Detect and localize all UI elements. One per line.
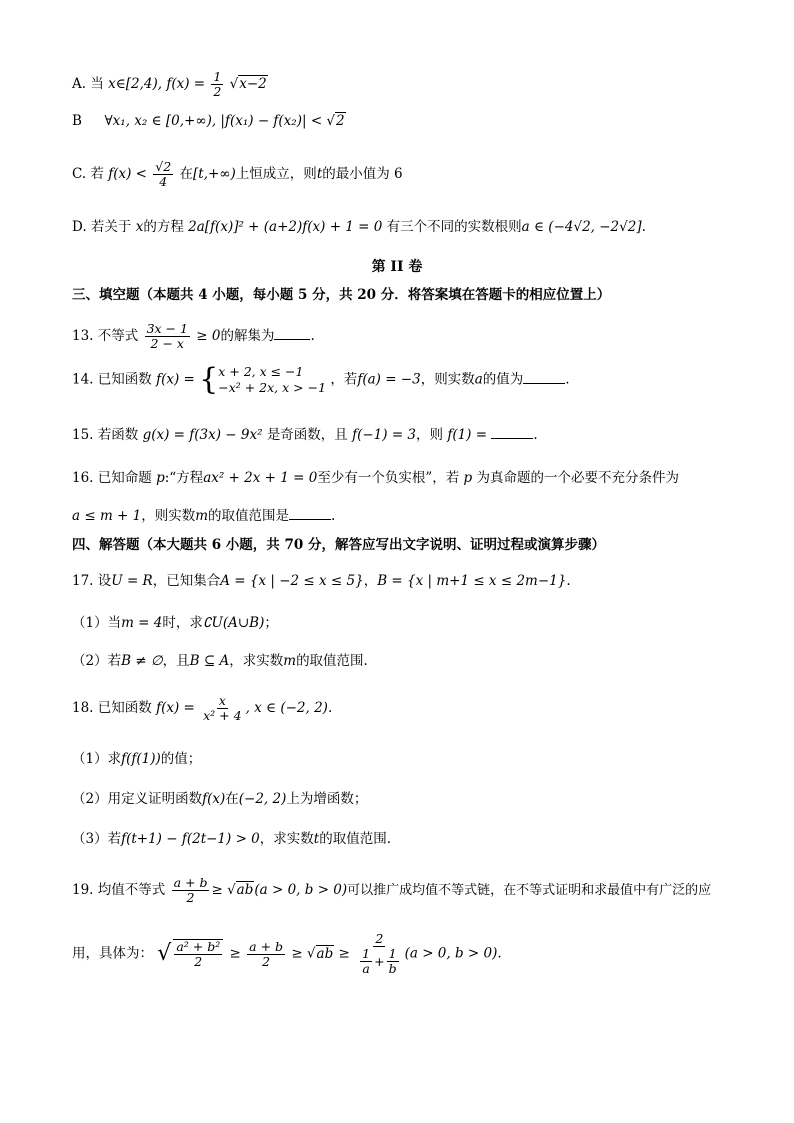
q13-fraction: $\frac{3x - 1}{2 - x}$ bbox=[146, 321, 188, 351]
q13-number: 13. bbox=[72, 328, 94, 344]
option-d-end: . bbox=[641, 219, 646, 235]
option-b: B ∀x₁, x₂ ∈ [0,+∞), |f(x₁) − f(x₂)| < √2 bbox=[72, 113, 345, 129]
q14-piecewise: x + 2, x ≤ −1 −x² + 2x, x > −1 bbox=[218, 364, 327, 395]
q18-p1-text2: 的值； bbox=[160, 751, 202, 767]
q16-equation: ax² + 2x + 1 = 0 bbox=[203, 470, 318, 486]
question-17 bbox=[72, 572, 571, 590]
option-d-mid: 的方程 bbox=[143, 219, 184, 235]
q14-end: . bbox=[565, 371, 570, 388]
q14-fa: f(a) = −3 bbox=[357, 371, 421, 388]
q15-text3: ，则 bbox=[416, 427, 444, 443]
option-d-label: D. 若关于 bbox=[72, 219, 132, 235]
q19-ge4: ≥ bbox=[338, 945, 350, 962]
q17-part1 bbox=[72, 614, 278, 632]
q19-sqrt: ab bbox=[236, 882, 254, 898]
q18-p3-text2: ，求实数 bbox=[259, 831, 314, 847]
option-d bbox=[72, 218, 646, 236]
q17-p1-end: ； bbox=[264, 615, 278, 631]
q17-text1: 设 bbox=[97, 573, 112, 589]
q14-number: 14. bbox=[72, 371, 94, 388]
q14-text4: 的值为 bbox=[482, 371, 524, 388]
q15-number: 15. bbox=[72, 427, 94, 443]
q18-p2-text2: 在 bbox=[225, 791, 239, 807]
option-c bbox=[72, 160, 403, 189]
q19-ge2: ≥ bbox=[229, 945, 241, 962]
q14-text3: ，则实数 bbox=[420, 371, 475, 388]
q18-p1-text1: （1）求 bbox=[72, 751, 122, 767]
q19-ge: ≥ bbox=[211, 882, 228, 898]
q14-fx: f(x) = bbox=[156, 371, 195, 388]
q18-domain: , x ∈ (−2, 2) bbox=[245, 700, 328, 716]
q15-gx: g(x) = f(3x) − 9x² bbox=[142, 427, 263, 443]
q19-ge3: ≥ bbox=[291, 945, 303, 962]
q16-text1: 已知命题 bbox=[97, 470, 152, 486]
option-d-equation: 2a[f(x)]² + (a+2)f(x) + 1 = 0 bbox=[188, 219, 383, 235]
q17-p2-text4: 的取值范围. bbox=[296, 653, 368, 669]
question-16-cont bbox=[72, 507, 335, 525]
q16-condition: a ≤ m + 1 bbox=[72, 508, 142, 524]
q17-p2-text2: ，且 bbox=[162, 653, 190, 669]
option-b-label: B bbox=[72, 113, 82, 129]
question-14: 14. 已知函数 f(x) = { x + 2, x ≤ −1 −x² + 2x, x > −1 ，若f(a) = −3，则实数a的值为 . bbox=[72, 362, 570, 397]
q16-p: p bbox=[156, 470, 165, 486]
q19-condition: (a > 0, b > 0) bbox=[254, 882, 348, 898]
q17-part2 bbox=[72, 652, 368, 670]
question-18 bbox=[72, 694, 332, 723]
q19-hm: 2 $\frac{1}{a}$ + $\frac{1}{b}$ bbox=[362, 931, 397, 976]
q17-p2-m: m bbox=[283, 653, 297, 669]
q16-m: m bbox=[195, 508, 209, 524]
q18-p2-text1: （2）用定义证明函数 bbox=[72, 791, 203, 807]
option-c-fx: f(x) < bbox=[108, 166, 152, 182]
q14-answer-blank[interactable] bbox=[523, 371, 565, 384]
question-13 bbox=[72, 322, 315, 351]
q17-set-b: B = {x | m+1 ≤ x ≤ 2m−1} bbox=[377, 573, 567, 589]
q13-answer-blank[interactable] bbox=[274, 327, 310, 340]
q15-text2: 是奇函数，且 bbox=[266, 427, 348, 443]
q18-p2-interval: (−2, 2) bbox=[238, 791, 287, 807]
q15-condition: f(−1) = 3 bbox=[352, 427, 417, 443]
q19-end: . bbox=[497, 945, 502, 962]
q18-p3-t: t bbox=[313, 831, 320, 847]
q18-part1 bbox=[72, 750, 201, 768]
q17-set-a: A = {x | −2 ≤ x ≤ 5} bbox=[220, 573, 364, 589]
q15-text1: 若函数 bbox=[97, 427, 139, 443]
q16-text5: ，则实数 bbox=[141, 508, 196, 524]
q16-number: 16. bbox=[72, 470, 94, 486]
q16-p2: p bbox=[463, 470, 473, 486]
q16-text3: 至少有一个负实根”，若 bbox=[317, 470, 460, 486]
q18-text1: 已知函数 bbox=[97, 700, 152, 716]
q18-part3 bbox=[72, 830, 391, 848]
q18-fraction: $\frac{x}{\text{x² + 4}}$ bbox=[203, 693, 242, 723]
question-15 bbox=[72, 426, 538, 444]
q17-p1-text2: 时，求 bbox=[162, 615, 203, 631]
option-a-label: A. 当 bbox=[72, 76, 104, 92]
option-a-math: x∈[2,4), f(x) = bbox=[108, 76, 210, 92]
question-19: 19. 均值不等式 $\frac{a + b}{2}$ ≥ √ab(a > 0, b > 0)可以推广成均值不等式链，在不等式证明和求最值中有广泛的应 bbox=[72, 875, 712, 905]
option-c-tail: 上恒成立，则 bbox=[235, 166, 317, 182]
section-3-header: 三、填空题（本题共 4 小题，每小题 5 分，共 20 分．将答案填在答题卡的相应位置上） bbox=[72, 287, 611, 303]
q19-number: 19. bbox=[72, 882, 94, 898]
q17-p2-cond2: B ⊆ A bbox=[189, 653, 230, 669]
q16-end: . bbox=[331, 508, 336, 524]
q17-p1-text1: （1）当 bbox=[72, 615, 122, 631]
section-4-header: 四、解答题（本大题共 6 小题，共 70 分，解答应写出文字说明、证明过程或演算步骤） bbox=[72, 537, 605, 553]
q18-p3-text1: （3）若 bbox=[72, 831, 122, 847]
option-a: A. 当 x∈[2,4), f(x) = $\frac{1}{2}$ √x−2 bbox=[72, 69, 267, 99]
q17-p2-cond1: B ≠ ∅ bbox=[121, 653, 163, 669]
q17-number: 17. bbox=[72, 573, 94, 589]
q15-ask: f(1) = bbox=[447, 427, 488, 443]
q15-end: . bbox=[533, 427, 538, 443]
q18-p2-fx: f(x) bbox=[202, 791, 226, 807]
q19-text2: 可以推广成均值不等式链，在不等式证明和求最值中有广泛的应 bbox=[347, 883, 712, 898]
q13-text2: 的解集为 bbox=[220, 328, 275, 344]
q17-text2: ，已知集合 bbox=[152, 573, 221, 589]
option-c-label: C. 若 bbox=[72, 166, 104, 182]
q15-answer-blank[interactable] bbox=[491, 426, 533, 439]
q19-text3: 用，具体为： bbox=[72, 945, 153, 962]
option-a-fraction: $\frac{1}{2}$ bbox=[213, 69, 222, 99]
q18-part2 bbox=[72, 790, 367, 808]
q17-p1-expr: ∁U(A∪B) bbox=[202, 615, 265, 631]
q19-am: $\frac{a + b}{2}$ bbox=[249, 938, 284, 969]
q13-text1: 不等式 bbox=[97, 328, 139, 344]
option-c-tail2: 的最小值为 6 bbox=[322, 166, 403, 182]
option-c-interval: [t,+∞) bbox=[193, 166, 236, 182]
part2-title: 第 II 卷 bbox=[371, 259, 423, 275]
q18-p2-text3: 上为增函数； bbox=[286, 791, 368, 807]
q19-condition2: (a > 0, b > 0) bbox=[404, 945, 498, 962]
q18-end: . bbox=[327, 700, 333, 716]
q18-p3-text3: 的取值范围. bbox=[319, 831, 392, 847]
q16-text6: 的取值范围是 bbox=[208, 508, 290, 524]
option-b-sqrt: 2 bbox=[336, 113, 345, 129]
q18-number: 18. bbox=[72, 700, 94, 716]
q17-text3: ， bbox=[363, 573, 378, 589]
q16-answer-blank[interactable] bbox=[289, 507, 331, 520]
q16-text2: :“方程 bbox=[164, 470, 204, 486]
option-c-mid: 在 bbox=[179, 166, 193, 182]
q13-end: . bbox=[310, 328, 315, 344]
q17-end: . bbox=[566, 573, 571, 589]
option-c-t: t bbox=[316, 166, 323, 182]
option-d-tail: 有三个不同的实数根则 bbox=[386, 219, 522, 235]
option-d-condition: a ∈ (−4√2, −2√2] bbox=[521, 219, 642, 235]
q19-fraction: $\frac{a + b}{2}$ bbox=[173, 875, 208, 905]
q17-p2-text3: ，求实数 bbox=[229, 653, 284, 669]
q13-ineq: ≥ 0 bbox=[196, 328, 221, 344]
option-d-x: x bbox=[135, 219, 144, 235]
q19-chain: 用，具体为： √ $\frac{\text{a² + b²}}{2}$ ≥ $\frac{a + b}{2}$ ≥ √ab ≥ 2 $\frac{1}{a}$ + $\frac{1}{b}$ (a > 0, b > 0). bbox=[72, 931, 502, 976]
q16-text4: 为真命题的一个必要不充分条件为 bbox=[476, 470, 679, 486]
q14-text1: 已知函数 bbox=[97, 371, 152, 388]
q17-p1-m: m = 4 bbox=[121, 615, 163, 631]
option-b-math: ∀x₁, x₂ ∈ [0,+∞), |f(x₁) − f(x₂)| < bbox=[104, 113, 327, 129]
q14-text2: ，若 bbox=[330, 371, 358, 388]
q19-rms: $\frac{\text{a² + b²}}{2}$ bbox=[173, 939, 223, 969]
q18-p1-expr: f(f(1)) bbox=[121, 751, 161, 767]
q19-text1: 均值不等式 bbox=[97, 882, 166, 898]
q18-p3-ineq: f(t+1) − f(2t−1) > 0 bbox=[121, 831, 260, 847]
option-c-fraction: $\frac{√2}{4}$ bbox=[155, 159, 172, 189]
q19-gm: ab bbox=[316, 945, 334, 962]
q17-universal-set: U = R bbox=[111, 573, 153, 589]
question-16 bbox=[72, 469, 679, 487]
option-a-sqrt: x−2 bbox=[239, 76, 267, 92]
q17-p2-text1: （2）若 bbox=[72, 653, 122, 669]
q14-a: a bbox=[474, 371, 483, 388]
q18-fx: f(x) = bbox=[156, 700, 195, 716]
